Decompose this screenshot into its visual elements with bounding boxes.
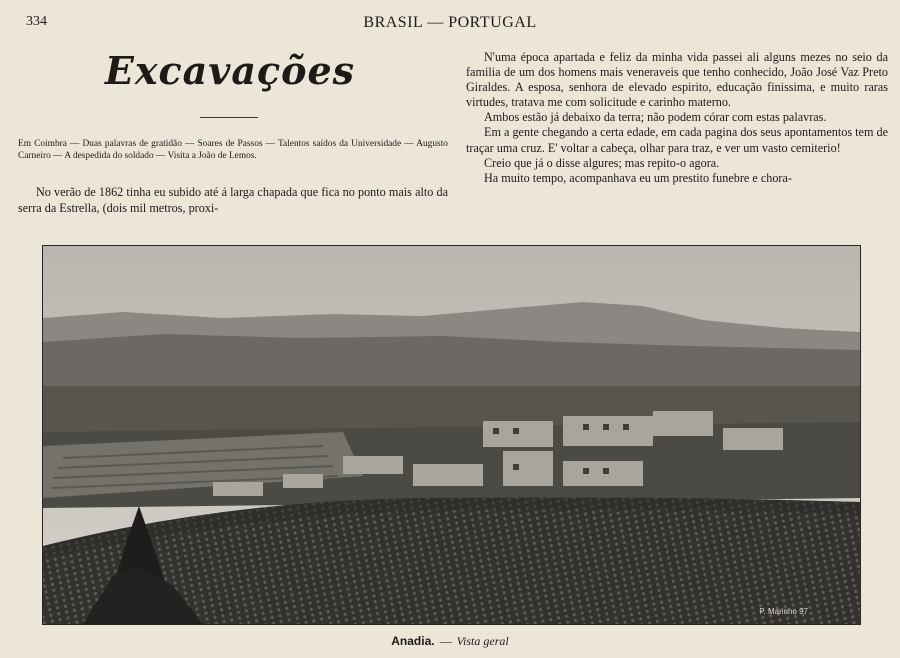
photo-signature: P. Marinho 97 (759, 607, 808, 616)
right-paragraph: N'uma época apartada e feliz da minha vida passei ali alguns mezes no seio da familia de um dos homens mais veneraveis que tenho conhecido, João José Vaz Preto Giraldes. A esposa, senhora de elevado espirito, educação finissima, e muito raras virtudes, tratava me com solicitude e carinho materno. (466, 50, 888, 110)
left-paragraph: No verão de 1862 tinha eu subido até á larga chapada que fica no ponto mais alto da serra da Estrella, (dois mil metros, proxi- (18, 185, 448, 215)
right-paragraph: Ha muito tempo, acompanhava eu um prestito funebre e chora- (484, 170, 792, 185)
caption-dash: — (439, 634, 452, 648)
article-summary: Em Coimbra — Duas palavras de gratidão — Soares de Passos — Talentos saídos da Universidade — Augusto Carneiro — A despedida do soldado — Visita a João de Lemos. (18, 139, 448, 161)
landscape-photo-drawing (43, 246, 860, 624)
caption-place: Anadia. (391, 634, 435, 648)
title-divider (200, 117, 258, 118)
caption-description: Vista geral (456, 634, 509, 648)
right-column (466, 50, 888, 186)
right-paragraph: Creio que já o disse algures; mas repito-o agora. (484, 155, 720, 170)
landscape-photo (42, 245, 861, 625)
right-paragraph: Em a gente chegando a certa edade, em cada pagina dos seus apontamentos tem de traçar uma cruz. E' voltar a cabeça, olhar para traz, e ver um vasto cemiterio! (466, 125, 888, 155)
left-column (18, 184, 448, 216)
page-number: 334 (26, 14, 47, 29)
right-paragraph: Ambos estão já debaixo da terra; não podem córar com estas palavras. (484, 110, 827, 125)
photo-caption (0, 634, 900, 649)
running-title: BRASIL — PORTUGAL (363, 14, 537, 31)
article-title: Excavações (104, 48, 356, 93)
